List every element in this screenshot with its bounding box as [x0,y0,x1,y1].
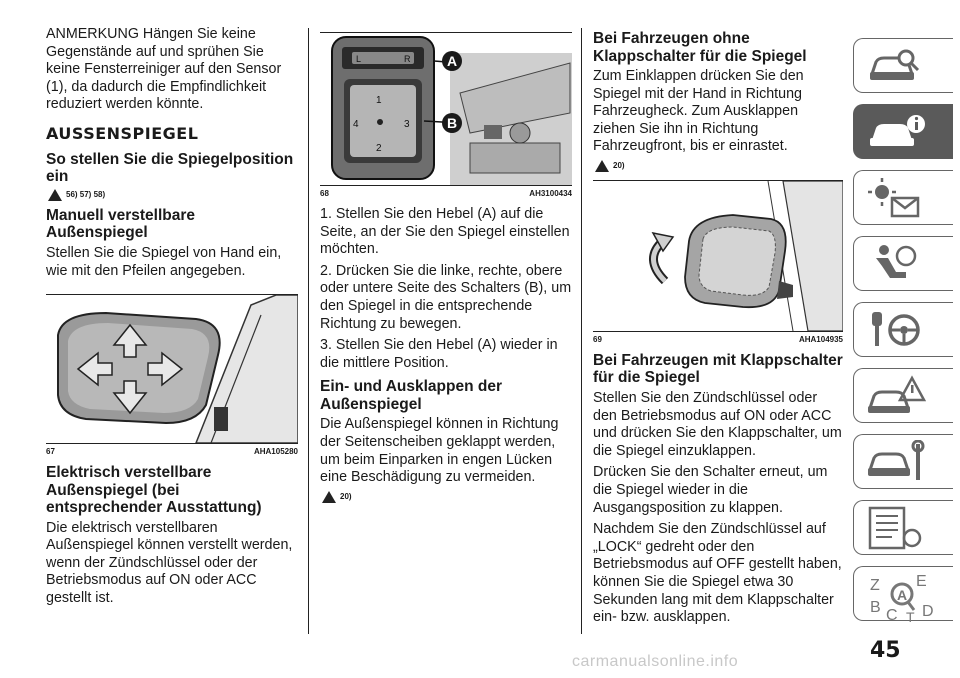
subheading-electric-mirrors: Elektrisch verstellbare Außenspiegel (bei entsprechender Ausstattung) [46,464,262,517]
fold-paragraph: Die Außenspiegel können in Richtung der Seitenscheiben geklappt werden, um beim Einparken in engen Lücken eine Beschädigung zu vermeiden. [320,416,559,486]
car-breakdown-icon [866,374,926,418]
airbag-seat-icon [866,242,926,286]
warning-lights-icon [866,176,926,220]
svg-text:E: E [916,573,927,590]
mirror-switch-illustration [320,33,572,185]
svg-text:B: B [447,115,458,131]
figure-68-caption: 68 AH3100434 [320,185,572,198]
tab-car-breakdown[interactable] [853,368,953,423]
svg-text:A: A [447,53,458,69]
car-service-icon [866,440,926,484]
warning-triangle-icon [48,189,62,201]
note-paragraph: ANMERKUNG Hängen Sie keine Gegenstände auf und sprühen Sie keine Fensterreiniger auf den Sensor (1), da dadurch die Empfindlichkeit reduziert werden könnte. [46,26,282,113]
svg-text:L: L [356,54,362,64]
svg-text:T: T [906,609,915,622]
warning-reference: 20) [322,491,572,503]
subheading-fold-mirrors: Ein- und Ausklappen der Außenspiegel [320,378,502,413]
figure-67-caption: 67 AHA105280 [46,443,298,456]
warning-reference: 56) 57) 58) [48,189,298,201]
svg-text:A: A [897,587,908,603]
tab-car-service[interactable] [853,434,953,489]
svg-text:C: C [886,607,898,622]
tab-key-steering[interactable] [853,302,953,357]
index-icon [866,572,946,622]
mirror-arrows-illustration [46,295,298,443]
mirror-fold-illustration [593,181,843,331]
tab-index[interactable] [853,566,953,621]
column-3 [593,26,843,631]
warning-triangle-icon [595,160,609,172]
column-2 [320,26,572,509]
car-info-icon [866,110,926,154]
with-switch-paragraph-2: Drücken Sie den Schalter erneut, um die Spiegel wieder in die Ausgangsposition zu klappen. [593,464,828,516]
step-2: 2. Drücken Sie die linke, rechte, obere oder untere Seite des Schalters (B), um den Spiegel in die entsprechende Richtung zu bewegen. [320,262,572,332]
tab-car-search[interactable] [853,38,953,93]
figure-69-caption: 69 AHA104935 [593,331,843,344]
subheading-with-switch: Bei Fahrzeugen mit Klappschalter für die Spiegel [593,351,843,387]
tab-car-info[interactable] [853,104,953,159]
tab-airbag-seat[interactable] [853,236,953,291]
step-3: 3. Stellen Sie den Hebel (A) wieder in die mittlere Position. [320,337,558,371]
subheading-without-switch: Bei Fahrzeugen ohne Klappschalter für die Spiegel [593,30,807,65]
figure-68 [320,32,572,185]
svg-text:1: 1 [376,95,382,106]
tab-specifications[interactable] [853,500,953,555]
figure-67 [46,294,298,443]
svg-text:Z: Z [870,577,880,594]
svg-text:3: 3 [404,119,410,130]
with-switch-paragraph-3: Nachdem Sie den Zündschlüssel auf „LOCK“ gedreht oder den Betriebsmodus auf OFF gestellt haben, können Sie die Spiegel etwa 30 Sekunden lang mit dem Klappschalter ein- bzw. ausklappen. [593,521,842,626]
svg-text:D: D [922,603,934,620]
svg-text:R: R [404,54,411,64]
svg-text:B: B [870,599,881,616]
svg-text:2: 2 [376,143,382,154]
column-divider [308,28,309,634]
figure-69 [593,180,843,331]
specifications-icon [866,506,926,550]
watermark: carmanualsonline.info [572,653,739,670]
tab-warning-lights[interactable] [853,170,953,225]
subheading-mirror-position: So stellen Sie die Spiegelposition ein [46,150,294,186]
electric-mirror-paragraph: Die elektrisch verstellbaren Außenspiegel können verstellt werden, wenn der Zündschlüssel oder der Betriebsmodus auf ON oder ACC gestellt ist. [46,519,293,607]
without-switch-paragraph: Zum Einklappen drücken Sie den Spiegel mit der Hand in Richtung Fahrzeugheck. Zum Ausklappen ziehen Sie ihn in Richtung Fahrzeugfront, bis er einrastet. [593,68,804,155]
column-1 [46,26,298,612]
with-switch-paragraph-1: Stellen Sie den Zündschlüssel oder den Betriebsmodus auf ON oder ACC und drücken Sie den Klappschalter, um die Spiegel einzuklappen. [593,389,842,459]
car-search-icon [866,44,926,88]
step-1: 1. Stellen Sie den Hebel (A) auf die Seite, an der Sie den Spiegel einstellen möchten. [320,206,570,258]
key-steering-icon [866,308,926,352]
page-number: 45 [870,638,901,663]
column-divider [581,28,582,634]
section-title: AUSSENSPIEGEL [46,123,199,143]
warning-triangle-icon [322,491,336,503]
svg-text:4: 4 [353,119,359,130]
manual-mirror-paragraph: Stellen Sie die Spiegel von Hand ein, wie mit den Pfeilen angegeben. [46,244,282,279]
subheading-manual-mirrors: Manuell verstellbare Außenspiegel [46,206,196,242]
warning-reference: 20) [595,160,843,172]
